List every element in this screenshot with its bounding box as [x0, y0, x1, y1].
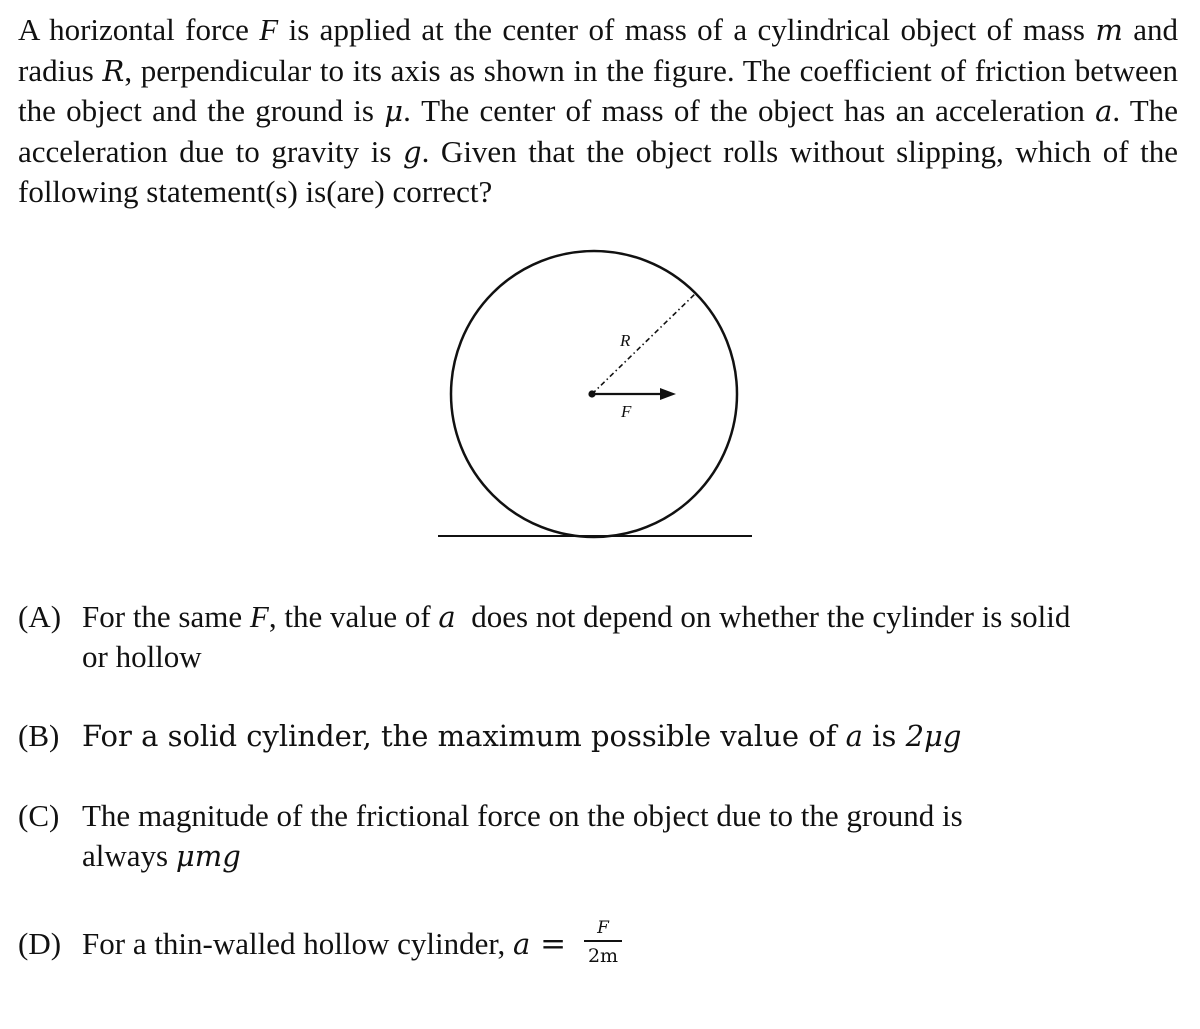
option-a-letter: (A) [18, 599, 62, 634]
option-c[interactable]: (C) The magnitude of the frictional force on the object due to the ground is always μmg [18, 798, 963, 873]
option-d-fraction [584, 918, 622, 968]
question-text: A horizontal force F is applied at the center of mass of a cylindrical object of mass m and radius R, perpendicular to its axis as shown in the figure. The coefficient of friction between the object and the ground is μ. The center of mass of the object has an acceleration a. The acceleration due to gravity is g. Given that the object rolls without slipping, which of the following statement(s) is(are) correct? [18, 12, 1179, 209]
cylinder-figure [430, 238, 770, 548]
var-m: m [1095, 13, 1123, 47]
option-b-expression: 2μg [905, 719, 962, 753]
fraction-denominator: 2m [587, 945, 619, 967]
option-d[interactable]: (D) For a thin-walled hollow cylinder, a = $\frac{F}{2m}$ [18, 922, 622, 972]
var-g: g [403, 134, 422, 169]
option-b[interactable]: (B) For a solid cylinder, the maximum possible value of a is 2μg [18, 716, 961, 756]
option-a[interactable]: (A) For the same F, the value of a does not depend on whether the cylinder is solid or hollow [18, 599, 1071, 674]
force-label: F [621, 402, 632, 421]
var-a: a [1095, 94, 1113, 128]
option-c-expression: μmg [175, 839, 241, 873]
radius-line [592, 293, 696, 394]
force-arrow-head [660, 388, 676, 400]
var-r: R [102, 53, 125, 88]
option-b-letter: (B) [18, 718, 60, 753]
var-f: F [259, 12, 279, 47]
radius-label: R [620, 331, 631, 350]
fraction-numerator: F [584, 918, 622, 942]
option-d-letter: (D) [18, 926, 62, 962]
var-mu: μ [384, 94, 404, 128]
option-c-letter: (C) [18, 798, 60, 833]
